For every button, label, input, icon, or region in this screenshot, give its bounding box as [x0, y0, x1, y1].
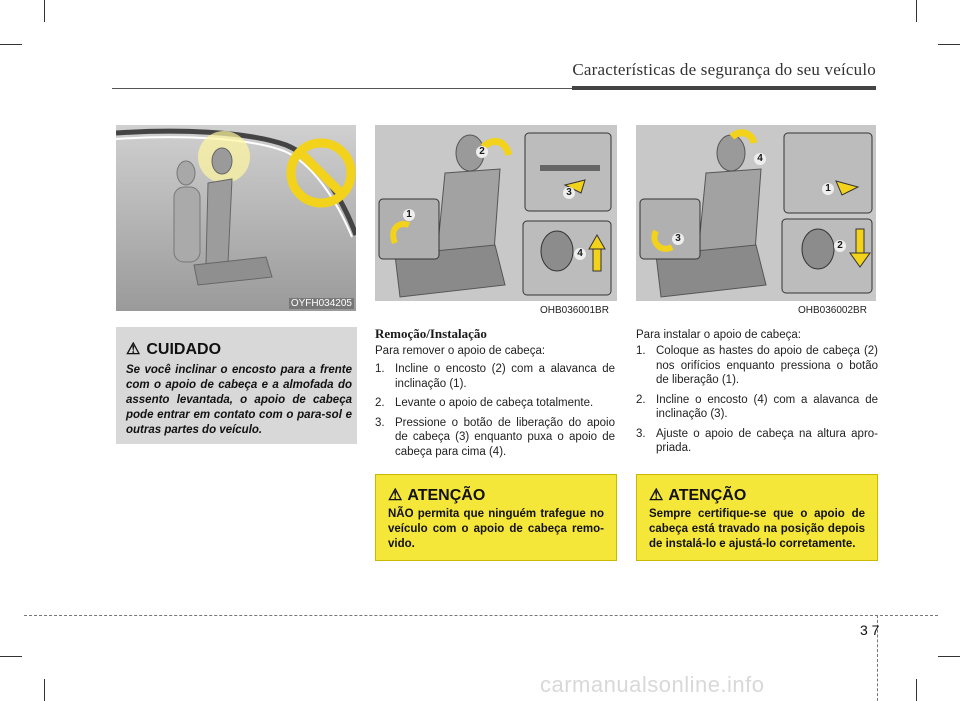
- header-rule-accent: [572, 86, 876, 90]
- list-item: 3. Pressione o botão de liberação do apoio de cabeça (3) enquanto puxa o apoio de cabeça para cima (4).: [375, 416, 615, 458]
- crop-mark: [916, 0, 917, 22]
- callout-3: 3: [563, 187, 575, 199]
- figure-seat-visor: [116, 125, 356, 311]
- page-header-title: Características de segurança do seu veículo: [572, 60, 876, 79]
- figure-code: OHB036001BR: [540, 305, 609, 316]
- callout-1: 1: [403, 209, 415, 221]
- warning-text: Sempre certifique-se que o apoio de cabeça está travado na posição depois de instalá-lo e ajustá-lo corretamente.: [649, 508, 865, 550]
- section-title: Remoção/Instalação: [375, 326, 487, 341]
- list-item: 3. Ajuste o apoio de cabeça na altura apro-priada.: [636, 427, 878, 454]
- list-item: 1. Coloque as hastes do apoio de cabeça (2) nos orifícios enquanto pressiona o botão de liberação (1).: [636, 345, 878, 386]
- warning-triangle-icon: ⚠: [649, 487, 664, 504]
- callout-4: 4: [574, 248, 586, 260]
- warning-title: ⚠ ATENÇÃO: [388, 487, 486, 504]
- callout-3: 3: [672, 233, 684, 245]
- page-number: 3 7: [860, 622, 880, 638]
- footer-rule: [24, 615, 938, 616]
- callout-2: 2: [834, 240, 846, 252]
- crop-mark: [0, 44, 22, 45]
- list-item: 2. Levante o apoio de cabeça totalmente.: [375, 397, 594, 409]
- removal-intro: Para remover o apoio de cabeça:: [375, 345, 546, 357]
- callout-1: 1: [822, 183, 834, 195]
- install-steps: [636, 344, 878, 461]
- install-intro: Para instalar o apoio de cabeça:: [636, 329, 801, 341]
- warning-triangle-icon: ⚠: [126, 341, 141, 358]
- list-item: 2. Incline o encosto (4) com a alavanca de inclinação (3).: [636, 393, 878, 420]
- caution-text: Se você inclinar o encosto para a frente com o apoio de cabeça e a almofada do assento levantada, o apoio de cabeça pode entrar em contato com o para-sol e outras partes do veículo.: [126, 364, 352, 436]
- crop-mark: [44, 0, 45, 22]
- crop-mark: [44, 679, 45, 701]
- callout-2: 2: [476, 146, 488, 158]
- figure-code: OHB036002BR: [798, 305, 867, 316]
- warning-box: [636, 474, 878, 561]
- removal-steps: [375, 362, 615, 464]
- watermark: carmanualsonline.info: [540, 672, 765, 697]
- warning-box: [375, 474, 617, 561]
- headrest-install-illustration: [636, 125, 876, 301]
- figure-code: OYFH034205: [290, 298, 352, 309]
- crop-mark: [0, 656, 22, 657]
- crop-mark: [916, 679, 917, 701]
- caution-box: [116, 327, 357, 444]
- caution-title: ⚠ CUIDADO: [126, 341, 222, 358]
- seat-visor-illustration: [116, 125, 356, 311]
- warning-text: NÃO permita que ninguém trafegue no veículo com o apoio de cabeça remo-vido.: [388, 508, 604, 550]
- figure-headrest-install: [636, 125, 876, 301]
- warning-triangle-icon: ⚠: [388, 487, 403, 504]
- crop-mark: [938, 656, 960, 657]
- figure-headrest-removal: [375, 125, 617, 301]
- warning-title: ⚠ ATENÇÃO: [649, 487, 747, 504]
- callout-4: 4: [754, 153, 766, 165]
- list-item: 1. Incline o encosto (2) com a alavanca de inclinação (1).: [375, 363, 615, 390]
- crop-mark: [938, 44, 960, 45]
